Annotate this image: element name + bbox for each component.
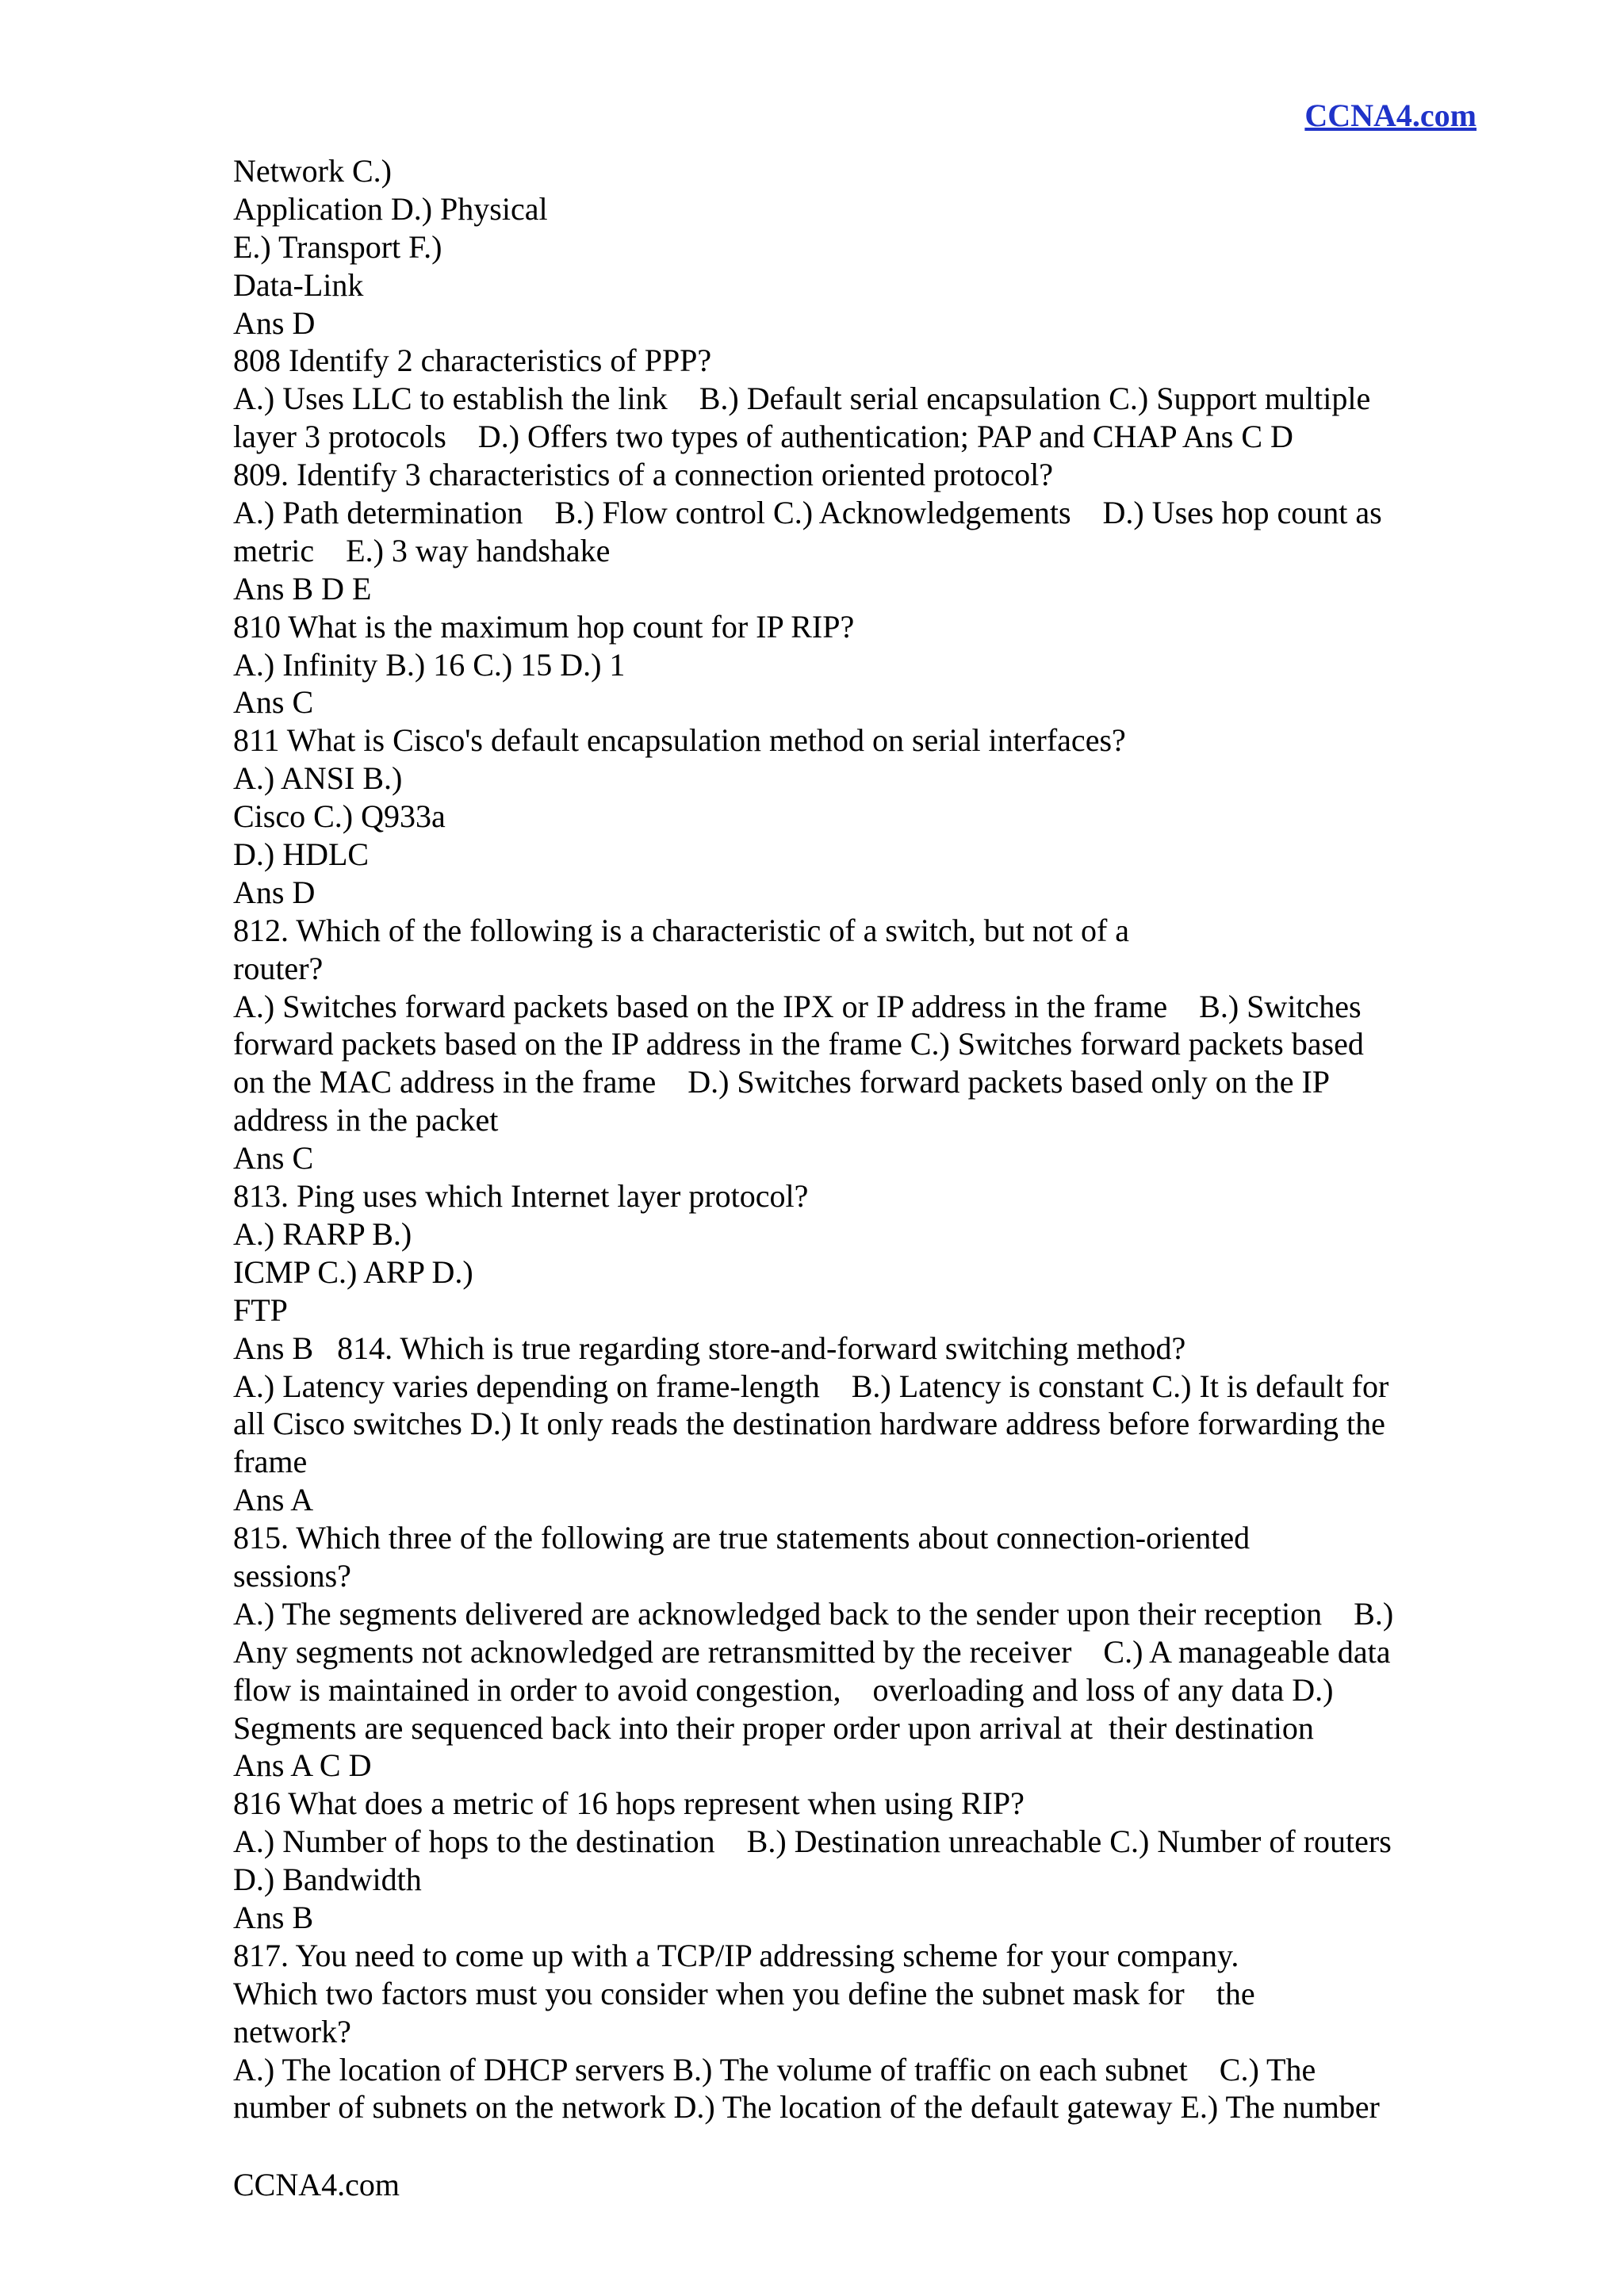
text-line: FTP [233,1292,288,1328]
text-line: 809. Identify 3 characteristics of a connection oriented protocol? [233,457,1054,493]
text-line: Ans D [233,874,316,910]
text-line: router? [233,950,324,986]
text-line: 812. Which of the following is a characteristic of a switch, but not of a [233,912,1130,948]
text-line: number of subnets on the network D.) The location of the default gateway E.) The number [233,2089,1380,2126]
text-line: D.) Bandwidth [233,1862,422,1898]
text-line: sessions? [233,1557,351,1594]
text-line: A.) Infinity B.) 16 C.) 15 D.) 1 [233,646,626,683]
text-line: Ans D [233,304,316,341]
text-line: Cisco C.) Q933a [233,798,446,835]
text-line: 815. Which three of the following are true statements about connection-oriented [233,1520,1251,1556]
text-line: Ans B [233,1899,314,1935]
text-line: Ans A [233,1482,314,1518]
document-body [233,152,1486,2126]
text-line: metric E.) 3 way handshake [233,532,611,568]
text-line: A.) RARP B.) [233,1215,412,1252]
text-line: Ans B D E [233,570,372,607]
text-line: flow is maintained in order to avoid congestion, overloading and loss of any data D.) [233,1671,1334,1708]
text-line: 816 What does a metric of 16 hops represent when using RIP? [233,1785,1025,1822]
text-line: D.) HDLC [233,836,370,873]
text-line: Ans A C D [233,1747,372,1784]
text-line: 817. You need to come up with a TCP/IP addressing scheme for your company. [233,1937,1239,1973]
text-line: A.) Uses LLC to establish the link B.) Default serial encapsulation C.) Support multiple [233,381,1371,417]
text-line: Which two factors must you consider when you define the subnet mask for the [233,1975,1255,2011]
header-site-link[interactable]: CCNA4.com [1304,98,1477,133]
text-line: all Cisco switches D.) It only reads the destination hardware address before forwarding the [233,1406,1385,1442]
text-line: 808 Identify 2 characteristics of PPP? [233,342,712,379]
text-line: Data-Link [233,266,364,303]
text-line: ICMP C.) ARP D.) [233,1253,473,1290]
text-line: 810 What is the maximum hop count for IP RIP? [233,608,855,645]
text-line: 813. Ping uses which Internet layer protocol? [233,1178,809,1215]
text-line: forward packets based on the IP address in the frame C.) Switches forward packets based [233,1026,1364,1062]
text-line: A.) The segments delivered are acknowledged back to the sender upon their reception B.) [233,1595,1394,1632]
text-line: frame [233,1444,308,1480]
text-line: Ans C [233,1140,314,1177]
text-line: Any segments not acknowledged are retransmitted by the receiver C.) A manageable data [233,1633,1391,1670]
text-line: on the MAC address in the frame D.) Switches forward packets based only on the IP [233,1064,1331,1100]
text-line: network? [233,2013,351,2049]
text-line: 811 What is Cisco's default encapsulation method on serial interfaces? [233,722,1126,759]
text-line: A.) Path determination B.) Flow control C.) Acknowledgements D.) Uses hop count as [233,495,1382,531]
text-line: A.) The location of DHCP servers B.) The volume of traffic on each subnet C.) The [233,2051,1316,2087]
text-line: address in the packet [233,1102,499,1138]
text-line: Network C.) [233,153,392,189]
text-line: layer 3 protocols D.) Offers two types of authentication; PAP and CHAP Ans C D [233,419,1293,455]
text-line: A.) ANSI B.) [233,760,403,797]
text-line: A.) Latency varies depending on frame-length B.) Latency is constant C.) It is default for [233,1368,1389,1404]
footer-site-name: CCNA4.com [233,2167,400,2202]
text-line: Ans B 814. Which is true regarding store-and-forward switching method? [233,1330,1186,1366]
text-line: Application D.) Physical [233,190,548,227]
text-line: E.) Transport F.) [233,228,442,265]
text-line: Segments are sequenced back into their proper order upon arrival at their destination [233,1709,1314,1746]
text-line: A.) Switches forward packets based on the IPX or IP address in the frame B.) Switches [233,988,1362,1024]
text-line: A.) Number of hops to the destination B.) Destination unreachable C.) Number of routers [233,1823,1392,1860]
text-line: Ans C [233,684,314,721]
